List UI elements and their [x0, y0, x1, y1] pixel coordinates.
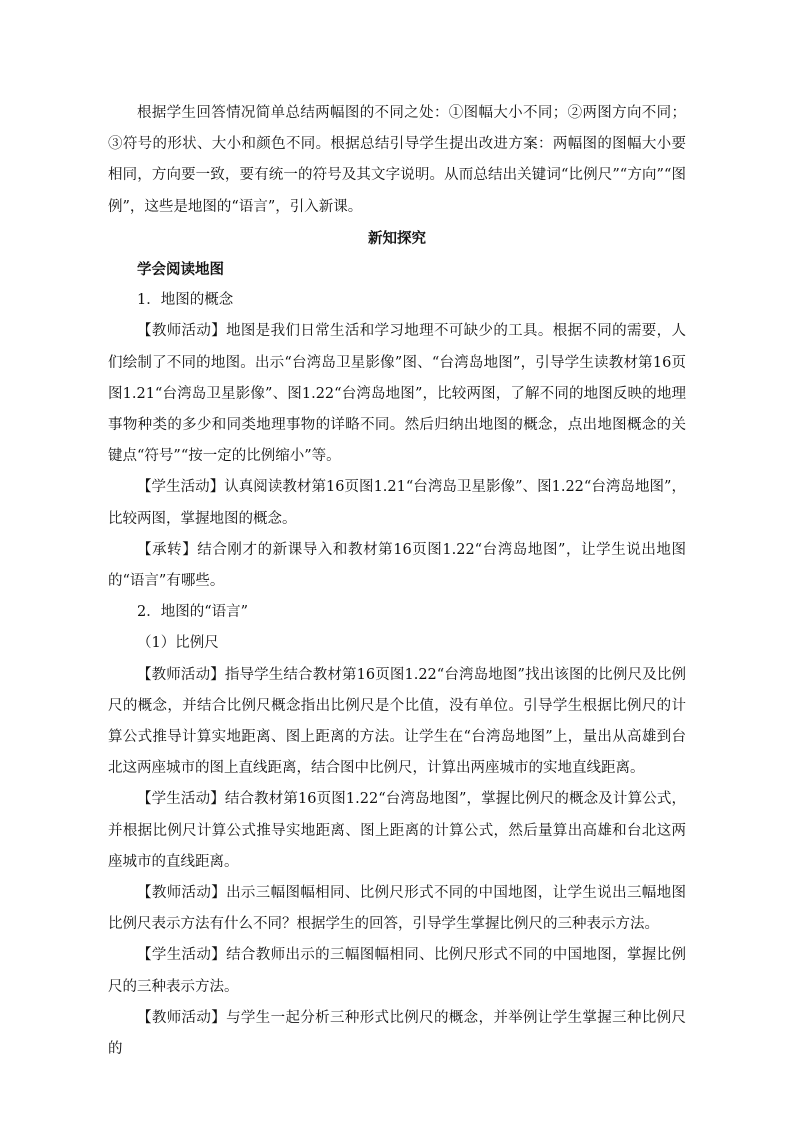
paragraph-teacher-activity-3: 【教师活动】出示三幅图幅相同、比例尺形式不同的中国地图，让学生说出三幅地图比例尺表示方法有什么不同？根据学生的回答，引导学生掌握比例尺的三种表示方法。	[108, 885, 686, 933]
subheading-read-map: 学会阅读地图	[137, 261, 224, 279]
item-scale: （1）比例尺	[137, 635, 219, 652]
paragraph-transition: 【承转】结合刚才的新课导入和教材第16页图1.22“台湾岛地图”，让学生说出地图的“语言”有哪些。	[108, 541, 686, 590]
paragraph-student-activity-1: 【学生活动】认真阅读教材第16页图1.21“台湾岛卫星影像”、图1.22“台湾岛地图”，比较两图，掌握地图的概念。	[108, 479, 686, 527]
item-map-concept: 1．地图的概念	[137, 292, 234, 309]
paragraph-intro-summary: 根据学生回答情况简单总结两幅图的不同之处：①图幅大小不同；②两图方向不同；③符号的形状、大小和颜色不同。根据总结引导学生提出改进方案：两幅图的图幅大小要相同，方向要一致，要有统一的符号及其文字说明。从而总结出关键词“比例尺”“方向”“图例”，这些是地图的“语言”，引入新课。	[108, 105, 686, 215]
document-page	[108, 98, 686, 1065]
paragraph-teacher-activity-2: 【教师活动】指导学生结合教材第16页图1.22“台湾岛地图”找出该图的比例尺及比例尺的概念，并结合比例尺概念指出比例尺是个比值，没有单位。引导学生根据比例尺的计算公式推导计算实地距离、图上距离的方法。让学生在“台湾岛地图”上，量出从高雄到台北这两座城市的图上直线距离，结合图中比例尺，计算出两座城市的实地直线距离。	[108, 666, 686, 777]
paragraph-teacher-activity-1: 【教师活动】地图是我们日常生活和学习地理不可缺少的工具。根据不同的需要，人们绘制了不同的地图。出示“台湾岛卫星影像”图、“台湾岛地图”，引导学生读教材第16页图1.21“台湾岛卫星影像”、图1.22“台湾岛地图”，比较两图，了解不同的地图反映的地理事物种类的多少和同类地理事物的详略不同。然后归纳出地图的概念，点出地图概念的关键点“符号”“按一定的比例缩小”等。	[108, 323, 686, 465]
paragraph-teacher-activity-4: 【教师活动】与学生一起分析三种形式比例尺的概念，并举例让学生掌握三种比例尺的	[108, 1009, 686, 1058]
paragraph-student-activity-3: 【学生活动】结合教师出示的三幅图幅相同、比例尺形式不同的中国地图，掌握比例尺的三种表示方法。	[108, 947, 686, 995]
section-heading: 新知探究	[368, 229, 426, 247]
item-map-language: 2．地图的“语言”	[137, 604, 249, 621]
paragraph-student-activity-2: 【学生活动】结合教材第16页图1.22“台湾岛地图”，掌握比例尺的概念及计算公式，并根据比例尺计算公式推导实地距离、图上距离的计算公式，然后量算出高雄和台北这两座城市的直线距离。	[108, 791, 686, 870]
